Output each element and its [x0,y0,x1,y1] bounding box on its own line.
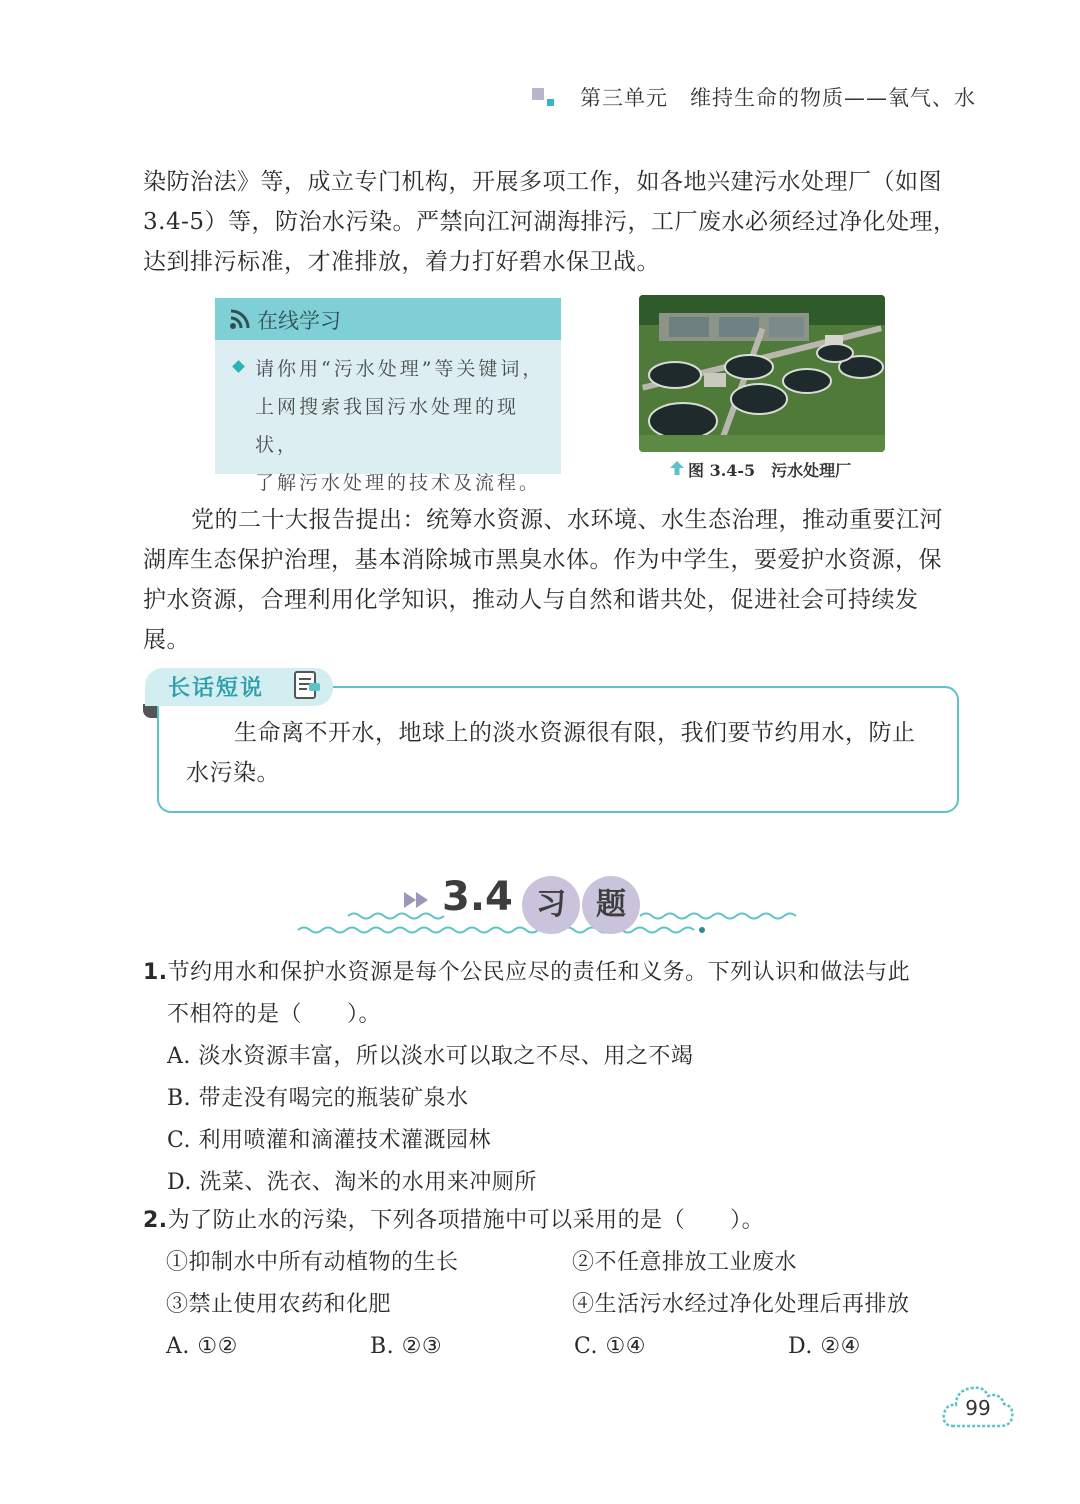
option-c: C. 利用喷灌和滴灌技术灌溉园林 [167,1128,492,1153]
option-b: B. ②③ [370,1334,443,1359]
online-study-line: 请你用“污水处理”等关键词， [255,358,545,380]
option-a: A. ①② [166,1334,238,1359]
section-title-char: 习 [522,876,580,934]
question-number: 1. [143,960,168,985]
page-number: 99 [965,1396,991,1420]
online-study-line: 上网搜索我国污水处理的现状， [255,396,520,456]
online-study-body [255,350,555,502]
statement-1: ①抑制水中所有动植物的生长 [166,1250,459,1275]
report-paragraph: 党的二十大报告提出：统筹水资源、水环境、水生态治理，推动重要江河湖库生态保护治理，基本消除城市黑臭水体。作为中学生，要爱护水资源，保护水资源，合理利用化学知识，推动人与自然和谐共处，促进社会可持续发展。 [143,507,943,653]
online-study-title: 在线学习 [257,309,341,333]
option-b: B. 带走没有喝完的瓶装矿泉水 [167,1086,469,1111]
option-d: D. ②④ [788,1334,861,1359]
statement-2: ②不任意排放工业废水 [572,1250,798,1275]
intro-paragraph: 染防治法》等，成立专门机构，开展多项工作，如各地兴建污水处理厂（如图3.4-5）等，防治水污染。严禁向江河湖海排污，工厂废水必须经过净化处理，达到排污标准，才准排放，着力打好碧水保卫战。 [143,169,957,275]
summary-title: 长话短说 [168,676,265,701]
double-arrow-icon [404,890,434,910]
option-a: A. 淡水资源丰富，所以淡水可以取之不尽、用之不竭 [167,1044,694,1069]
option-d: D. 洗菜、洗衣、淘米的水用来冲厕所 [167,1170,537,1195]
document-icon [292,670,322,700]
question-2 [143,1200,973,1242]
question-1 [143,952,973,1204]
statement-3: ③禁止使用农药和化肥 [166,1292,392,1317]
question-stem: 节约用水和保护水资源是每个公民应尽的责任和义务。下列认识和做法与此 [167,960,911,985]
option-c: C. ①④ [574,1334,646,1359]
section-number: 3.4 [442,874,513,920]
figure-caption: 图 3.4-5 污水处理厂 [688,461,852,480]
summary-text [186,713,946,793]
question-stem: 不相符的是（ ）。 [167,1002,382,1027]
sewage-plant-photo [639,295,885,452]
online-study-line: 了解污水处理的技术及流程。 [255,472,542,494]
section-title-char: 题 [582,876,640,934]
question-stem: 为了防止水的污染，下列各项措施中可以采用的是（ ）。 [167,1208,765,1233]
header-decoration-square [532,88,544,100]
summary-line: 生命离不开水，地球上的淡水资源很有限，我们要节约用水，防止 [234,720,916,746]
statement-4: ④生活污水经过净化处理后再排放 [572,1292,910,1317]
question-number: 2. [143,1208,168,1233]
arrow-up-icon [670,461,684,475]
summary-line: 水污染。 [186,760,280,786]
unit-title: 第三单元 维持生命的物质——氧气、水 [580,86,976,110]
rss-icon [229,308,251,330]
header-decoration-dot [547,99,554,106]
summary-tab-curl [143,704,157,718]
